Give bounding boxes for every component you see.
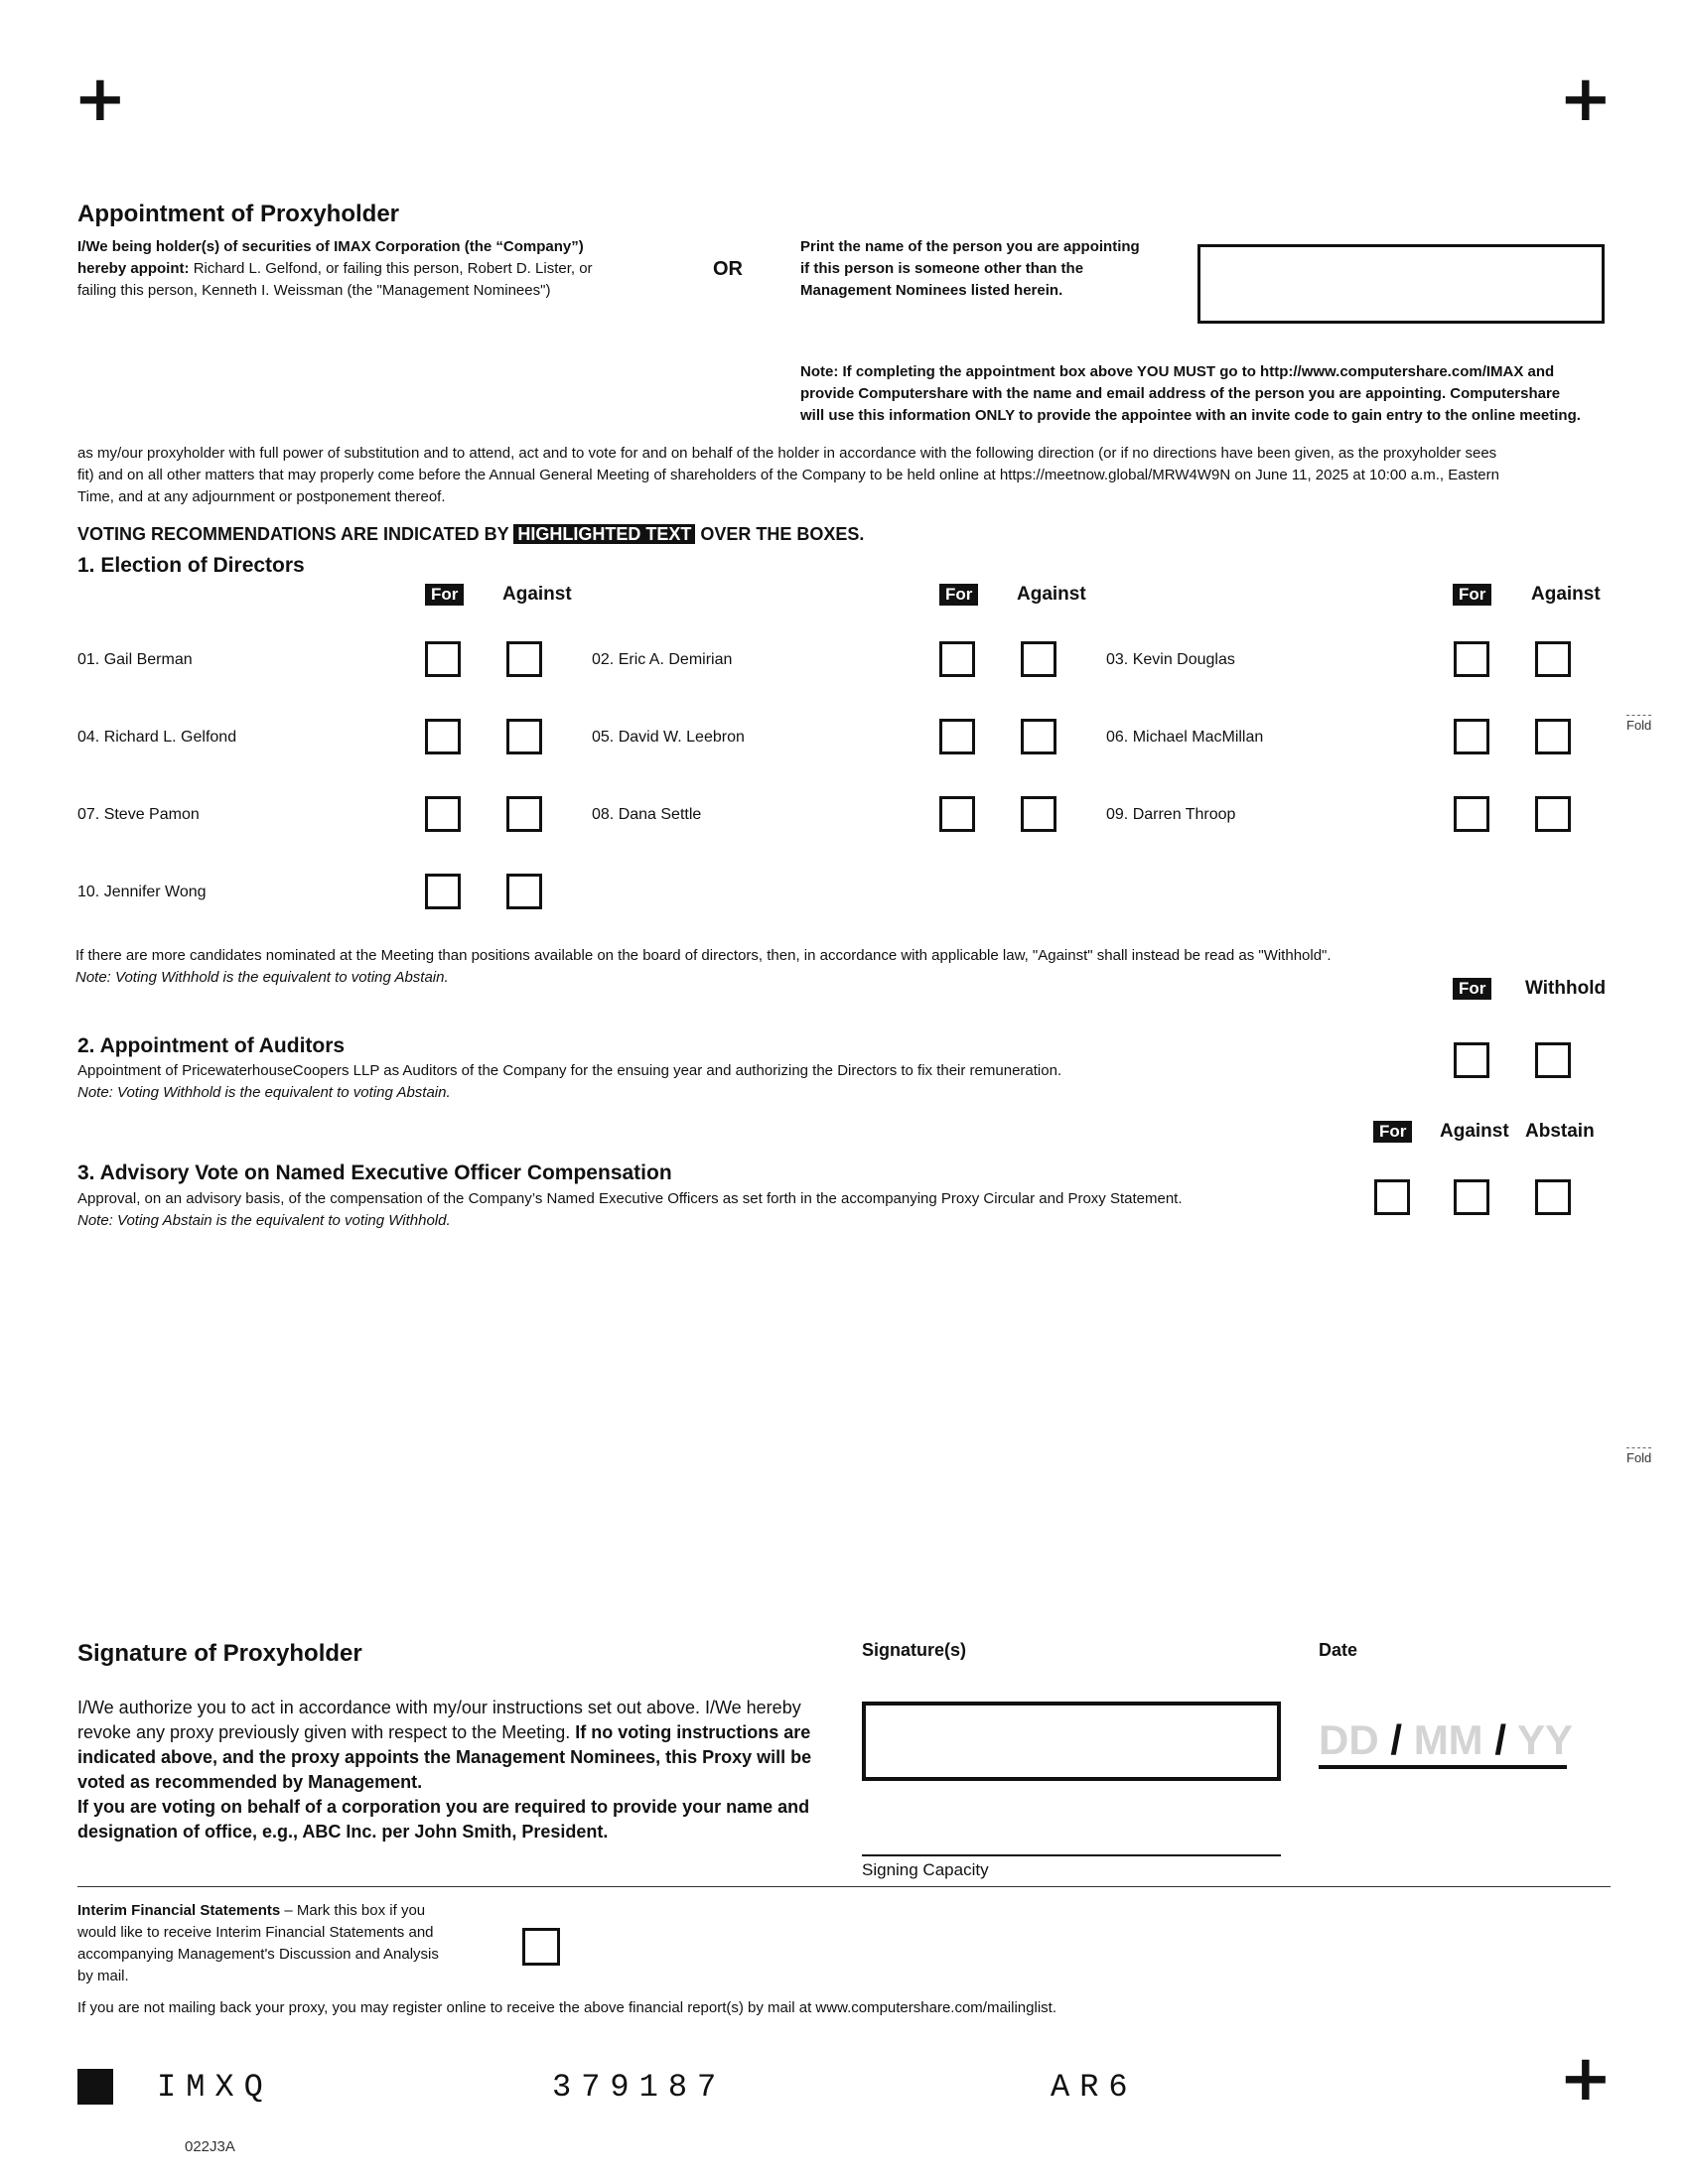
proxy-line1: as my/our proxyholder with full power of substitution and to attend, act and to vote for and on behalf of the holder in accordance with the following direction (or if no directions have been given, as the proxyholder sees — [77, 445, 1497, 462]
director-col1-against-header: Against — [502, 584, 572, 605]
proxy-authority-text — [77, 443, 1626, 508]
interim-bold-label: Interim Financial Statements — [77, 1902, 281, 1919]
auditors-title: 2. Appointment of Auditors — [77, 1034, 346, 1057]
interim-line3: accompanying Management's Discussion and Analysis — [77, 1946, 439, 1963]
compensation-abstain-header: Abstain — [1525, 1121, 1595, 1142]
signature-para1: I/We authorize you to act in accordance with my/our instructions set out above. I/We hereby — [77, 1698, 801, 1717]
director-06-against-checkbox[interactable] — [1535, 719, 1571, 754]
directors-footnote — [75, 945, 1565, 989]
director-04-against-checkbox[interactable] — [506, 719, 542, 754]
print-name-instructions — [800, 236, 1178, 302]
director-03-for-checkbox[interactable] — [1454, 641, 1489, 677]
footer-code-imxq: IMXQ — [157, 2069, 273, 2106]
interim-line2: would like to receive Interim Financial Statements and — [77, 1924, 434, 1941]
proxy-line3: Time, and at any adjournment or postponement thereof. — [77, 488, 446, 505]
voting-rec-suffix: OVER THE BOXES. — [700, 524, 865, 544]
director-01-against-checkbox[interactable] — [506, 641, 542, 677]
note-line3: will use this information ONLY to provide the appointee with an invite code to gain entry to the online meeting. — [800, 407, 1581, 424]
signature-para2-bold: If no voting instructions are — [575, 1722, 811, 1742]
director-nominee-02: 02. Eric A. Demirian — [592, 651, 733, 668]
voting-recommendation-line — [77, 524, 864, 545]
directors-title: 1. Election of Directors — [77, 554, 305, 577]
compensation-note: Note: Voting Abstain is the equivalent to voting Withhold. — [77, 1212, 451, 1229]
registration-mark-bottom-right: + — [1559, 2042, 1613, 2116]
signatures-label: Signature(s) — [862, 1640, 967, 1660]
director-03-against-checkbox[interactable] — [1535, 641, 1571, 677]
interim-line4: by mail. — [77, 1968, 129, 1984]
signing-capacity-line[interactable] — [862, 1854, 1281, 1856]
auditors-withhold-checkbox[interactable] — [1535, 1042, 1571, 1078]
auditors-text: Appointment of PricewaterhouseCoopers LLP as Auditors of the Company for the ensuing year and authorizing the Directors to fix their remuneration. — [77, 1062, 1062, 1079]
auditors-for-checkbox[interactable] — [1454, 1042, 1489, 1078]
signature-para6: designation of office, e.g., ABC Inc. per John Smith, President. — [77, 1822, 609, 1842]
date-yy-placeholder: YY — [1516, 1716, 1573, 1763]
directors-footnote-1: If there are more candidates nominated at the Meeting than positions available on the board of directors, then, in accordance with applicable law, "Against" shall instead be read as "Withhold". — [75, 947, 1332, 964]
director-col1-for-header: For — [425, 584, 464, 606]
mailing-list-text: If you are not mailing back your proxy, you may register online to receive the above financial report(s) by mail at www.computershare.com/mailinglist. — [77, 1999, 1056, 2016]
director-nominee-04: 04. Richard L. Gelfond — [77, 729, 237, 746]
director-07-for-checkbox[interactable] — [425, 796, 461, 832]
compensation-against-header: Against — [1440, 1121, 1509, 1142]
print-name-line3: Management Nominees listed herein. — [800, 282, 1063, 299]
signature-para5: If you are voting on behalf of a corporation you are required to provide your name and — [77, 1797, 810, 1817]
fold-marker-bottom: Fold — [1626, 1447, 1651, 1465]
print-name-line1: Print the name of the person you are appointing — [800, 238, 1140, 255]
fold-marker-top: Fold — [1626, 715, 1651, 733]
appointment-note — [800, 361, 1615, 427]
interim-line1 — [77, 1900, 494, 1922]
director-nominee-06: 06. Michael MacMillan — [1106, 729, 1264, 746]
hereby-appoint-label: hereby appoint: — [77, 260, 190, 277]
director-nominee-01: 01. Gail Berman — [77, 651, 193, 668]
director-05-against-checkbox[interactable] — [1021, 719, 1056, 754]
compensation-against-checkbox[interactable] — [1454, 1179, 1489, 1215]
director-nominee-08: 08. Dana Settle — [592, 806, 702, 823]
appointee-name-input[interactable] — [1197, 244, 1605, 324]
date-field[interactable] — [1319, 1715, 1573, 1769]
director-04-for-checkbox[interactable] — [425, 719, 461, 754]
date-separator-2: / — [1494, 1716, 1507, 1763]
appointment-line2 — [77, 258, 673, 280]
director-col2-against-header: Against — [1017, 584, 1086, 605]
black-square-marker — [77, 2069, 113, 2105]
footer-code-ar6: AR6 — [1051, 2069, 1138, 2106]
auditors-text-block — [77, 1060, 1368, 1104]
signature-title: Signature of Proxyholder — [77, 1640, 362, 1667]
director-col3-against-header: Against — [1531, 584, 1601, 605]
section-divider — [77, 1886, 1611, 1887]
director-col3-for-header: For — [1453, 584, 1491, 606]
interim-text — [77, 1900, 494, 1987]
compensation-text: Approval, on an advisory basis, of the compensation of the Company’s Named Executive Officers as set forth in the accompanying Proxy Circular and Proxy Statement. — [77, 1190, 1183, 1207]
signature-para2-text: revoke any proxy previously given with respect to the Meeting. — [77, 1722, 571, 1742]
director-nominee-10: 10. Jennifer Wong — [77, 884, 207, 900]
compensation-title: 3. Advisory Vote on Named Executive Officer Compensation — [77, 1161, 672, 1184]
registration-mark-top-left: + — [73, 63, 127, 136]
voting-rec-prefix: VOTING RECOMMENDATIONS ARE INDICATED BY — [77, 524, 509, 544]
director-09-for-checkbox[interactable] — [1454, 796, 1489, 832]
compensation-for-checkbox[interactable] — [1374, 1179, 1410, 1215]
signature-para2 — [77, 1720, 832, 1745]
directors-footnote-2: Note: Voting Withhold is the equivalent to voting Abstain. — [75, 969, 449, 986]
signature-authorization-text — [77, 1696, 832, 1844]
form-id: 022J3A — [185, 2138, 235, 2155]
appointment-line3: failing this person, Kenneth I. Weissman (the "Management Nominees") — [77, 282, 551, 299]
director-nominee-05: 05. David W. Leebron — [592, 729, 745, 746]
nominee-list: Richard L. Gelfond, or failing this person, Robert D. Lister, or — [193, 260, 593, 277]
director-01-for-checkbox[interactable] — [425, 641, 461, 677]
appointment-line1: I/We being holder(s) of securities of IMAX Corporation (the “Company”) — [77, 238, 584, 255]
auditors-withhold-header: Withhold — [1525, 978, 1607, 999]
director-col2-for-header: For — [939, 584, 978, 606]
director-nominee-07: 07. Steve Pamon — [77, 806, 200, 823]
director-06-for-checkbox[interactable] — [1454, 719, 1489, 754]
registration-mark-top-right: + — [1559, 63, 1613, 136]
director-08-against-checkbox[interactable] — [1021, 796, 1056, 832]
proxy-line2: fit) and on all other matters that may properly come before the Annual General Meeting of shareholders of the Company to be held online at https://meetnow.global/MRW4W9N on June 11, 2025 at 10:00 a.m., Eastern — [77, 467, 1499, 483]
director-02-for-checkbox[interactable] — [939, 641, 975, 677]
appointment-title: Appointment of Proxyholder — [77, 201, 399, 227]
director-07-against-checkbox[interactable] — [506, 796, 542, 832]
director-10-for-checkbox[interactable] — [425, 874, 461, 909]
director-02-against-checkbox[interactable] — [1021, 641, 1056, 677]
director-nominee-09: 09. Darren Throop — [1106, 806, 1236, 823]
footer-code-number: 379187 — [552, 2069, 727, 2106]
date-mm-placeholder: MM — [1413, 1716, 1483, 1763]
auditors-note: Note: Voting Withhold is the equivalent to voting Abstain. — [77, 1084, 451, 1101]
auditors-for-header: For — [1453, 978, 1491, 1000]
note-line2: provide Computershare with the name and email address of the person you are appointing. Computershare — [800, 385, 1561, 402]
date-label: Date — [1319, 1640, 1358, 1660]
appointment-text — [77, 236, 673, 302]
interim-line1-text: – Mark this box if you — [284, 1902, 426, 1919]
date-dd-placeholder: DD — [1319, 1716, 1379, 1763]
director-05-for-checkbox[interactable] — [939, 719, 975, 754]
compensation-abstain-checkbox[interactable] — [1535, 1179, 1571, 1215]
or-label: OR — [713, 258, 743, 280]
director-nominee-03: 03. Kevin Douglas — [1106, 651, 1235, 668]
date-separator-1: / — [1390, 1716, 1403, 1763]
compensation-text-block — [77, 1188, 1368, 1232]
director-08-for-checkbox[interactable] — [939, 796, 975, 832]
print-name-line2: if this person is someone other than the — [800, 260, 1084, 277]
compensation-for-header: For — [1373, 1121, 1412, 1143]
director-10-against-checkbox[interactable] — [506, 874, 542, 909]
signing-capacity-label: Signing Capacity — [862, 1860, 989, 1879]
note-line1: Note: If completing the appointment box above YOU MUST go to http://www.computershare.com/IMAX and — [800, 363, 1555, 380]
voting-rec-highlight: HIGHLIGHTED TEXT — [513, 524, 695, 544]
signature-input[interactable] — [862, 1702, 1281, 1781]
signature-para4: voted as recommended by Management. — [77, 1772, 423, 1792]
director-09-against-checkbox[interactable] — [1535, 796, 1571, 832]
signature-para3: indicated above, and the proxy appoints the Management Nominees, this Proxy will be — [77, 1747, 812, 1767]
interim-financial-checkbox[interactable] — [522, 1928, 560, 1966]
